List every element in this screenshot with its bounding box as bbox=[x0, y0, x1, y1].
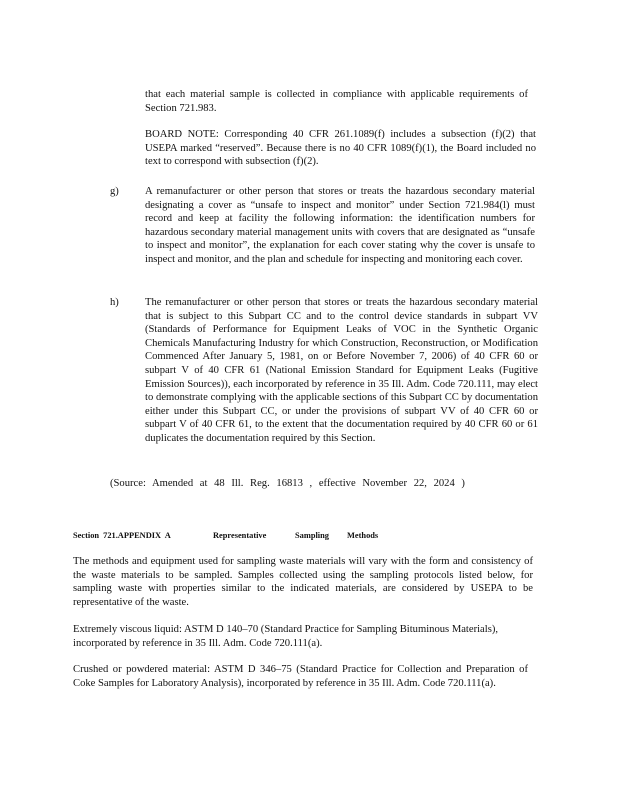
method-crushed-material: Crushed or powdered material: ASTM D 346–75 (Standard Practice for Collection and Preparation of Coke Samples for Laboratory Analysis), incorporated by reference in 35 Ill. Adm. Code 720.111(a). bbox=[73, 664, 528, 689]
item-g-paragraph: A remanufacturer or other person that stores or treats the hazardous secondary material designating a cover as “unsafe to inspect and monitor” under Section 721.984(l) must record and keep at facility the following information: the identification numbers for hazardous secondary material management units with covers that are designated as “unsafe to inspect and monitor”, the explanation for each cover stating why the cover is unsafe to inspect and monitor, and the plan and schedule for inspecting and monitoring each cover. bbox=[145, 186, 535, 265]
appendix-intro-paragraph: The methods and equipment used for sampling waste materials will vary with the form and consistency of the waste materials to be sampled. Samples collected using the sampling protocols listed below, for sampling waste with properties similar to the indicated materials, are considered by USEPA to be representative of the waste. bbox=[73, 556, 533, 608]
appendix-title-word-1: Representative bbox=[213, 531, 267, 540]
appendix-title-word-2: Sampling bbox=[295, 531, 329, 540]
item-g-label: g) bbox=[110, 186, 119, 197]
item-h-label: h) bbox=[110, 297, 119, 308]
appendix-section-label: Section 721.APPENDIX A bbox=[73, 531, 171, 540]
item-h-paragraph: The remanufacturer or other person that stores or treats the hazardous secondary material that is subject to this Subpart CC and to the control device standards in subpart VV (Standards of Performance for Equipment Leaks of VOC in the Synthetic Organic Chemicals Manufacturing Industry for which Construction, Reconstruction, or Modification Commenced After January 5, 1981, on or Before November 7, 2006) of 40 CFR 60 or subpart V of 40 CFR 61 (National Emission Standard for Equipment Leaks (Fugitive Emission Sources)), each incorporated by reference in 35 Ill. Adm. Code 720.111, may elect to demonstrate complying with the applicable sections of this Subpart CC by documentation either under this Subpart CC, or under the provisions of subpart VV of 40 CFR 60 or subpart V of 40 CFR 61, to the extent that the documentation required by 40 CFR 60 or 61 duplicates the documentation required by this Section. bbox=[145, 297, 538, 444]
source-note: (Source: Amended at 48 Ill. Reg. 16813 , effective November 22, 2024 ) bbox=[110, 478, 465, 489]
method-viscous-liquid: Extremely viscous liquid: ASTM D 140–70 (Standard Practice for Sampling Bituminous Materials), incorporated by reference in 35 Ill. Adm. Code 720.111(a). bbox=[73, 624, 498, 649]
continuation-paragraph: that each material sample is collected in compliance with applicable requirements of Section 721.983. bbox=[145, 89, 528, 114]
board-note-paragraph: BOARD NOTE: Corresponding 40 CFR 261.1089(f) includes a subsection (f)(2) that USEPA marked “reserved”. Because there is no 40 CFR 1089(f)(1), the Board included no text to correspond with subsection (f)(2). bbox=[145, 129, 536, 168]
appendix-title-word-3: Methods bbox=[347, 531, 379, 540]
